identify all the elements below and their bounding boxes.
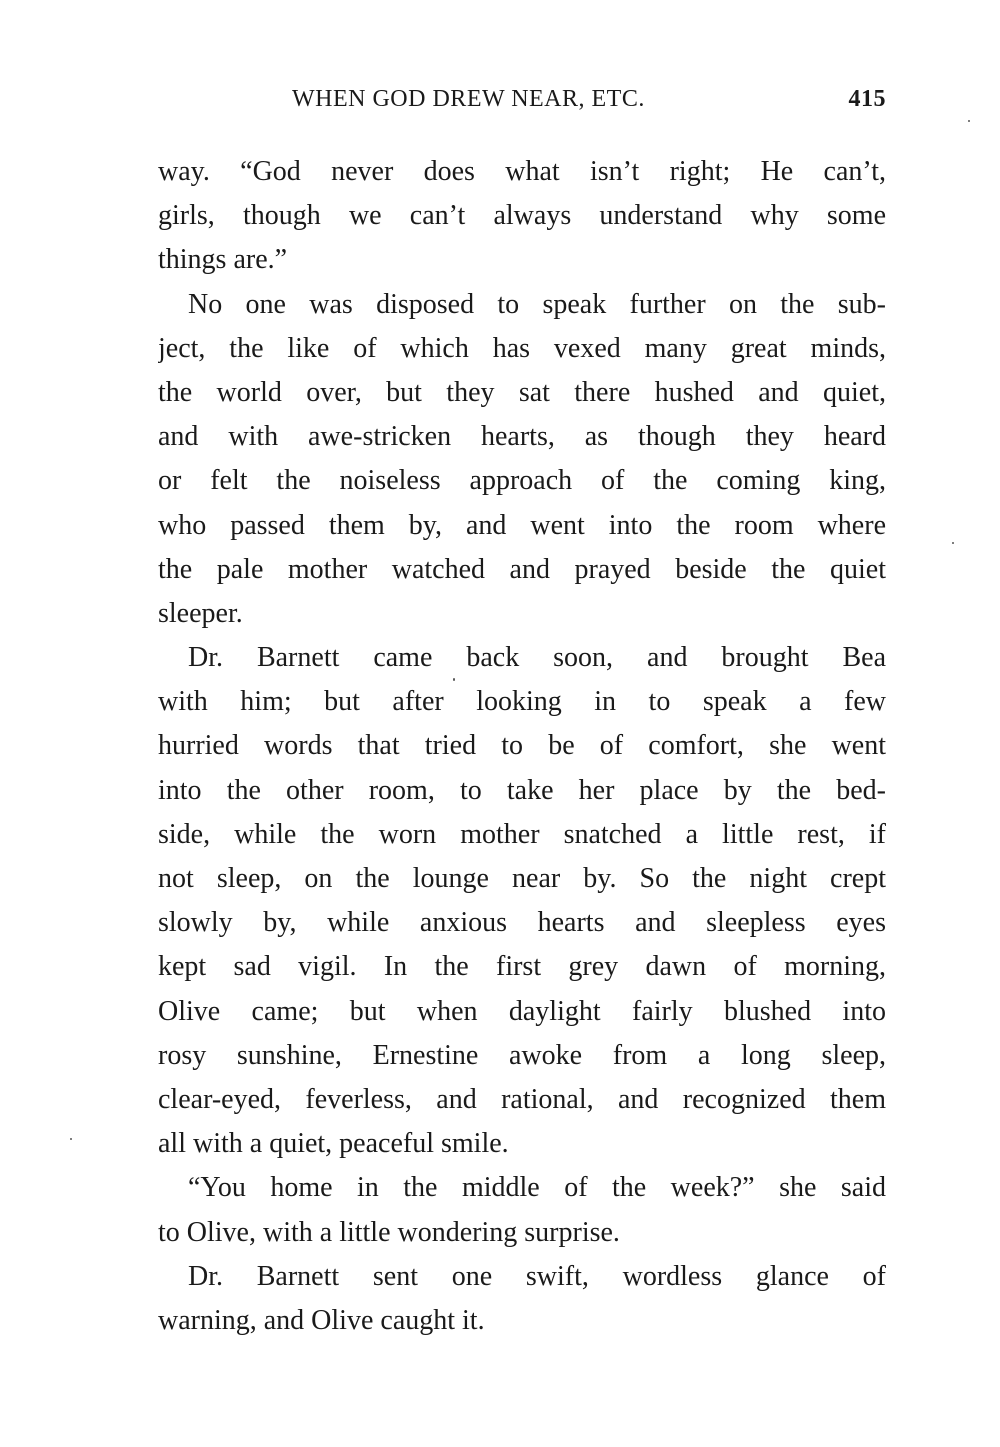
text-line: slowly by, while anxious hearts and sleepless eyes	[158, 907, 886, 939]
text-line: clear-eyed, feverless, and rational, and recognized them	[158, 1083, 886, 1115]
running-head	[158, 86, 886, 126]
text-line: way. “God never does what isn’t right; He can’t,	[158, 156, 886, 187]
text-line: rosy sunshine, Ernestine awoke from a long sleep,	[158, 1039, 886, 1071]
text-line: the pale mother watched and prayed beside the quiet	[158, 553, 886, 585]
scan-speck	[952, 542, 954, 544]
text-line: hurried words that tried to be of comfort, she went	[158, 730, 886, 762]
paragraph	[158, 1166, 886, 1254]
paragraph	[158, 636, 886, 1166]
text-line: warning, and Olive caught it.	[158, 1304, 485, 1336]
scan-speck	[968, 120, 970, 122]
text-line: the world over, but they sat there hushed and quiet,	[158, 376, 886, 408]
text-line: kept sad vigil. In the first grey dawn of morning,	[158, 951, 886, 983]
text-line: with him; but after looking in to speak a few	[158, 686, 886, 718]
text-line: and with awe-stricken hearts, as though they heard	[158, 421, 886, 453]
paragraph	[158, 283, 886, 637]
text-line: Dr. Barnett sent one swift, wordless glance of	[188, 1260, 886, 1292]
text-line: sleeper.	[158, 597, 243, 629]
text-line: Dr. Barnett came back soon, and brought Bea	[188, 642, 886, 674]
page-number: 415	[848, 86, 886, 112]
scan-speck	[453, 678, 455, 681]
text-line: side, while the worn mother snatched a little rest, if	[158, 818, 886, 850]
text-line: “You home in the middle of the week?” she said	[188, 1172, 886, 1204]
paragraph	[158, 150, 886, 283]
text-line: Olive came; but when daylight fairly blushed into	[158, 995, 886, 1027]
text-line: to Olive, with a little wondering surprise.	[158, 1216, 620, 1248]
text-line: or felt the noiseless approach of the coming king,	[158, 465, 886, 497]
text-line: girls, though we can’t always understand why some	[158, 200, 886, 232]
paragraph	[158, 1255, 886, 1343]
text-line: No one was disposed to speak further on the sub-	[188, 288, 886, 320]
text-line: into the other room, to take her place by the bed-	[158, 774, 886, 806]
text-line: not sleep, on the lounge near by. So the night crept	[158, 863, 886, 894]
text-line: ject, the like of which has vexed many great minds,	[158, 332, 886, 364]
text-line: all with a quiet, peaceful smile.	[158, 1128, 509, 1160]
text-line: who passed them by, and went into the room where	[158, 509, 886, 541]
body-text	[158, 150, 886, 1343]
text-line: things are.”	[158, 244, 288, 276]
scan-speck	[70, 1138, 72, 1140]
running-title: WHEN GOD DREW NEAR, ETC.	[292, 86, 645, 112]
